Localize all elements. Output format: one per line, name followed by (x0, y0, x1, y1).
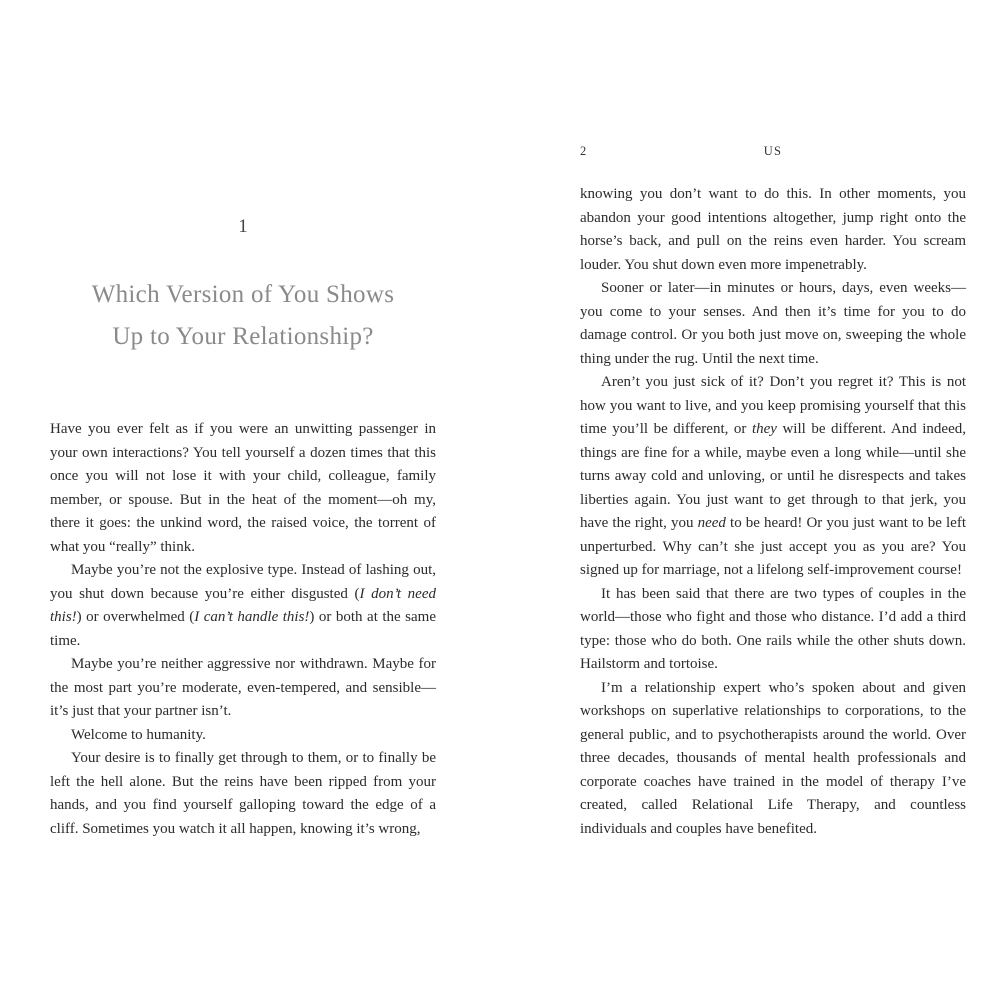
paragraph: Maybe you’re neither aggressive nor withdrawn. Maybe for the most part you’re moderate, even-tempered, and sensible—it’s just that your partner isn’t. (50, 656, 436, 719)
emphasis: I don’t need this! (50, 585, 436, 625)
paragraph: Sooner or later—in minutes or hours, days, even weeks—you come to your senses. And then it’s time for you to do damage control. Or you both just move on, sweeping the whole thing under the rug. Until the next time. (580, 280, 966, 367)
left-page (50, 0, 436, 1000)
emphasis: need (697, 515, 726, 531)
chapter-title-line-1: Which Version of You Shows (91, 281, 395, 308)
right-body-text (580, 183, 966, 841)
left-body-text (50, 418, 436, 841)
paragraph: Have you ever felt as if you were an unwitting passenger in your own interactions? You tell yourself a dozen times that this once you will not lose it with your child, colleague, family member, or spouse. But in the heat of the moment—oh my, there it goes: the unkind word, the raised voice, the torrent of what you “really” think. (50, 421, 436, 555)
emphasis: I can’t handle this! (194, 609, 310, 625)
paragraph: I’m a relationship expert who’s spoken about and given workshops on superlative relationships to corporations, to the general public, and to psychotherapists around the world. Over three decades, thousands of mental health professionals and corporate coaches have trained in the model of therapy I’ve created, called Relational Life Therapy, and countless individuals and couples have benefited. (580, 679, 966, 837)
chapter-title (50, 274, 436, 358)
paragraph: knowing you don’t want to do this. In other moments, you abandon your good intentions altogether, jump right onto the horse’s back, and pull on the reins even harder. You scream louder. You shut down even more impenetrably. (580, 186, 966, 273)
chapter-title-line-2: Up to Your Relationship? (112, 323, 374, 350)
emphasis: they (751, 421, 777, 437)
paragraph: Welcome to humanity. (71, 726, 206, 743)
running-head-title: US (763, 144, 783, 158)
paragraph: Maybe you’re not the explosive type. Instead of lashing out, you shut down because you’re either disgusted (I don’t need this!) or overwhelmed (I can’t handle this!) or both at the same time. (50, 562, 436, 649)
paragraph: It has been said that there are two types of couples in the world—those who fight and those who distance. I’d add a third type: those who do both. One rails while the other shuts down. Hailstorm and tortoise. (580, 585, 966, 672)
page-number: 2 (580, 144, 588, 158)
running-head (580, 144, 966, 164)
paragraph: Aren’t you just sick of it? Don’t you regret it? This is not how you want to live, and you keep promising yourself that this time you’ll be different, or they will be different. And indeed, things are fine for a while, maybe even a long while—until she turns away cold and unloving, or until he disrespects and takes liberties again. You just want to get through to that jerk, you have the right, you need to be heard! Or you just want to be left unperturbed. Why can’t she just accept you as you are? You signed up for marriage, not a lifelong self-improvement course! (580, 374, 966, 578)
chapter-number: 1 (238, 216, 248, 237)
paragraph: Your desire is to finally get through to them, or to finally be left the hell alone. But the reins have been ripped from your hands, and you find yourself galloping toward the edge of a cliff. Sometimes you watch it all happen, knowing it’s wrong, (50, 750, 436, 837)
right-page (580, 0, 966, 1000)
